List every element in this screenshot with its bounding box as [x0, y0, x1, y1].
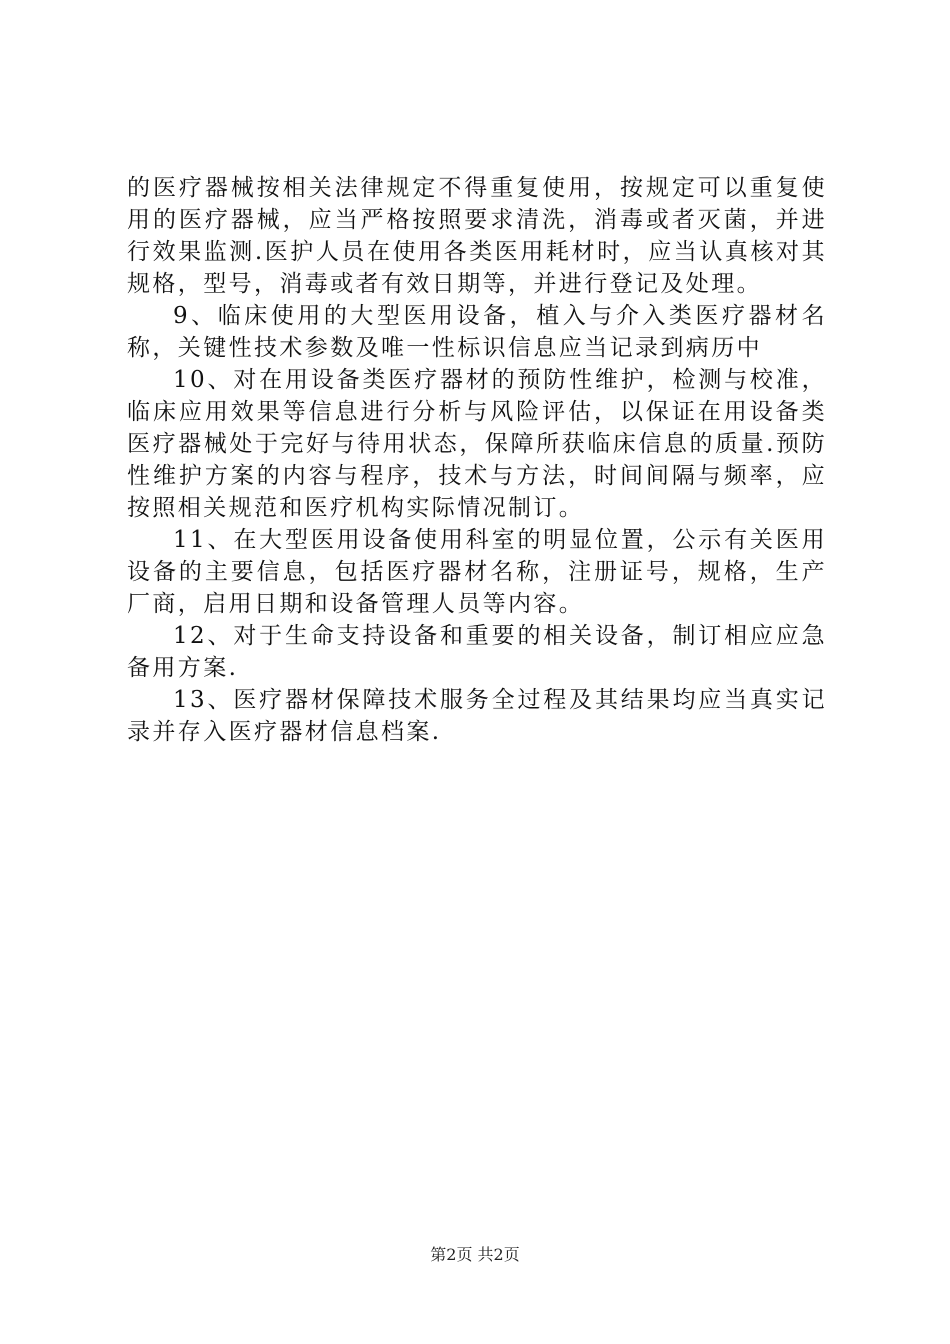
paragraph-item-10: 10、对在用设备类医疗器材的预防性维护，检测与校准，临床应用效果等信息进行分析与风险评估，以保证在用设备类医疗器械处于完好与待用状态，保障所获临床信息的质量.预防性维护方案的内容与程序，技术与方法，时间间隔与频率，应按照相关规范和医疗机构实际情况制订。	[127, 367, 827, 521]
paragraph-continuation: 的医疗器械按相关法律规定不得重复使用，按规定可以重复使用的医疗器械，应当严格按照要求清洗，消毒或者灭菌，并进行效果监测.医护人员在使用各类医用耗材时，应当认真核对其规格，型号，消毒或者有效日期等，并进行登记及处理。	[127, 175, 827, 297]
document-body	[127, 172, 827, 748]
paragraph-item-9: 9、临床使用的大型医用设备，植入与介入类医疗器材名称，关键性技术参数及唯一性标识信息应当记录到病历中	[127, 303, 827, 361]
paragraph-item-11: 11、在大型医用设备使用科室的明显位置，公示有关医用设备的主要信息，包括医疗器材名称，注册证号，规格，生产厂商，启用日期和设备管理人员等内容。	[127, 527, 827, 617]
paragraph-item-13: 13、医疗器材保障技术服务全过程及其结果均应当真实记录并存入医疗器材信息档案.	[127, 687, 827, 745]
page-number-footer: 第2页 共2页	[430, 1245, 520, 1264]
paragraph-item-12: 12、对于生命支持设备和重要的相关设备，制订相应应急备用方案.	[127, 623, 827, 681]
